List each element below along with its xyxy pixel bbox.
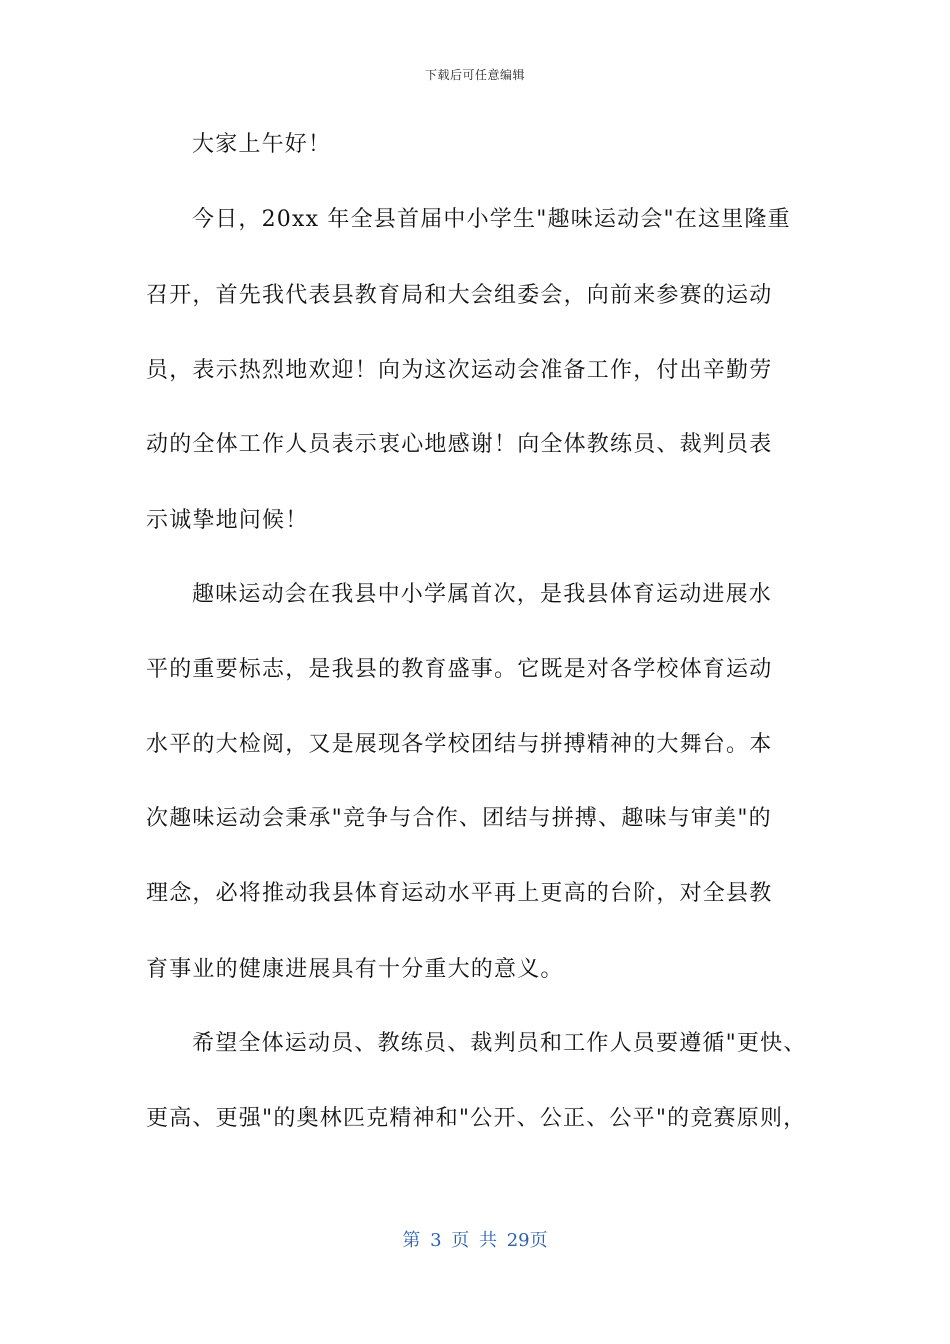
paragraph-line: 趣味运动会在我县中小学属首次，是我县体育运动进展水 — [192, 582, 773, 607]
paragraph-line: 更高、更强"的奥林匹克精神和"公开、公正、公平"的竞赛原则， — [146, 1106, 807, 1131]
paragraph-line: 动的全体工作人员表示衷心地感谢！向全体教练员、裁判员表 — [146, 432, 773, 457]
paragraph-line: 水平的大检阅，又是展现各学校团结与拼搏精神的大舞台。本 — [146, 732, 773, 757]
greeting-line: 大家上午好！ — [192, 132, 332, 157]
paragraph-line: 员，表示热烈地欢迎！向为这次运动会准备工作，付出辛勤劳 — [146, 358, 773, 383]
paragraph-line: 示诚挚地问候！ — [146, 508, 309, 533]
paragraph-line: 召开，首先我代表县教育局和大会组委会，向前来参赛的运动 — [146, 283, 773, 308]
paragraph-line: 理念，必将推动我县体育运动水平再上更高的台阶，对全县教 — [146, 881, 773, 906]
page-number-footer: 第 3 页 共 29页 — [402, 1230, 548, 1251]
paragraph-line: 平的重要标志，是我县的教育盛事。它既是对各学校体育运动 — [146, 657, 773, 682]
paragraph-line: 育事业的健康进展具有十分重大的意义。 — [146, 957, 564, 982]
paragraph-line: 希望全体运动员、教练员、裁判员和工作人员要遵循"更快、 — [192, 1031, 807, 1056]
paragraph-line: 今日，20xx 年全县首届中小学生"趣味运动会"在这里隆重 — [192, 207, 791, 232]
page-header: 下载后可任意编辑 — [424, 68, 525, 82]
paragraph-line: 次趣味运动会秉承"竞争与合作、团结与拼搏、趣味与审美"的 — [146, 806, 772, 831]
